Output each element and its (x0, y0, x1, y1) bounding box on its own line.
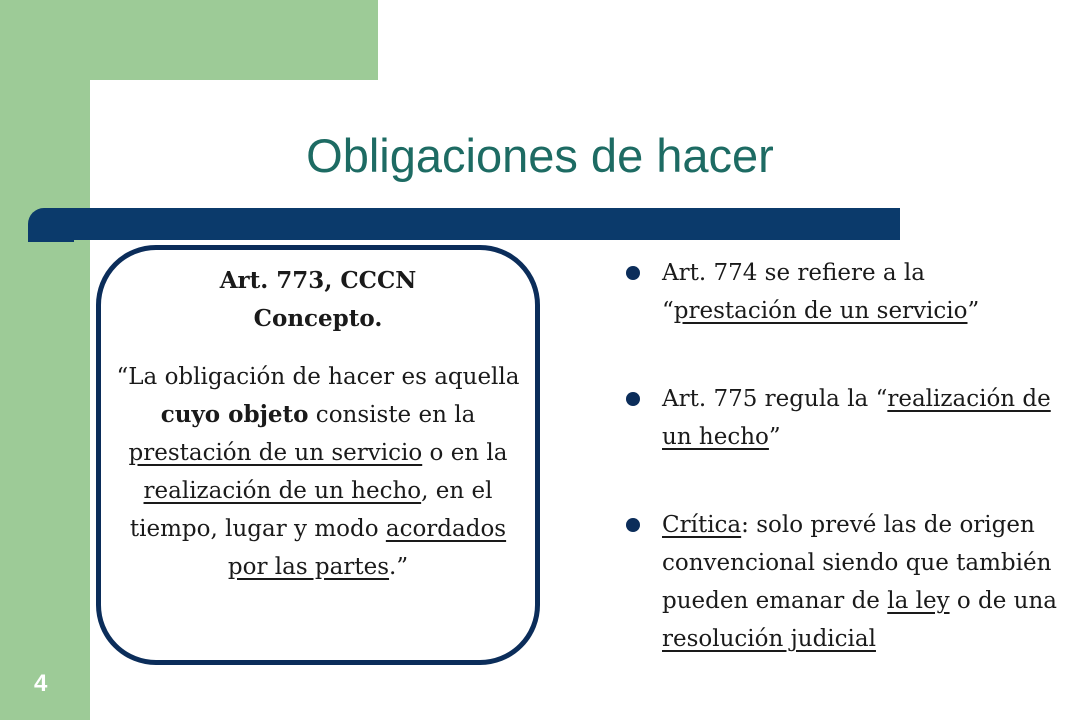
green-sidebar-band (0, 0, 90, 720)
quote-text-1: consiste en la (308, 402, 476, 428)
article-heading: Art. 773, CCCN (219, 267, 417, 294)
article-773-box (96, 245, 540, 665)
bullet-item-art-774 (626, 254, 1066, 330)
quote-link-servicio: prestación de un servicio (128, 440, 423, 466)
quote-bold-phrase: cuyo objeto (160, 401, 309, 428)
bullet-list (626, 254, 1066, 708)
bullet-item-critica (626, 506, 1066, 658)
quote-link-hecho: realización de un hecho (143, 478, 422, 504)
bullet-2-prefix: Art. 775 regula la “ (662, 386, 888, 412)
quote-link-partes: acordados por las partes (227, 516, 507, 580)
quote-open: “La obligación de hacer es aquella (116, 364, 520, 390)
bullet-1-suffix: ” (967, 298, 980, 324)
bullet-3-critica: Crítica (662, 512, 742, 538)
title-underline-bar-stub (28, 224, 74, 242)
bullet-1-prefix: Art. 774 se refiere a la “ (662, 260, 925, 324)
slide-title: Obligaciones de hacer (306, 129, 774, 182)
bullet-item-art-775 (626, 380, 1066, 456)
bullet-dot-icon (626, 518, 640, 532)
green-top-band (0, 0, 378, 80)
quote-close: .” (389, 554, 409, 580)
bullet-2-suffix: ” (768, 424, 781, 450)
bullet-3-link-ley: la ley (887, 588, 950, 614)
bullet-3-text-1: : solo prevé las de origen convencional siendo que también pueden emanar de (662, 512, 1052, 614)
quote-text-3: , en el tiempo, lugar y modo (129, 478, 493, 542)
bullet-dot-icon (626, 392, 640, 406)
quote-text-2: o en la (422, 440, 508, 466)
bullet-2-link: realización de un hecho (662, 386, 1051, 450)
bullet-1-link: prestación de un servicio (673, 298, 968, 324)
article-quote (113, 358, 523, 586)
bullet-3-link-resolucion: resolución judicial (662, 626, 876, 652)
title-underline-bar (28, 208, 900, 240)
bullet-3-text-2: o de una (949, 588, 1058, 614)
concept-heading: Concepto. (253, 305, 383, 332)
bullet-dot-icon (626, 266, 640, 280)
page-number: 4 (34, 670, 48, 697)
